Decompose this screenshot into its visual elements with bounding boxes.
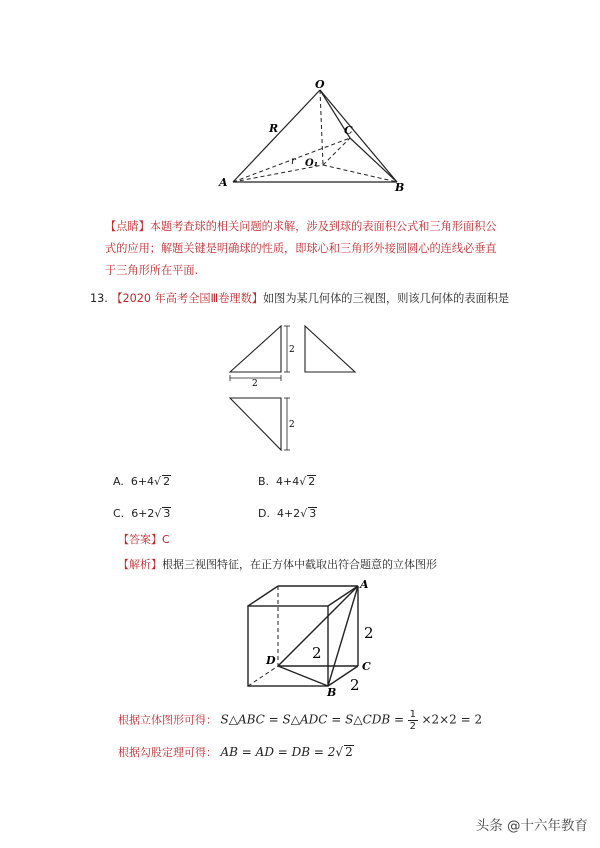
note-tag: 【点睛】 <box>105 220 150 233</box>
three-view-figure <box>225 320 375 460</box>
formula1-lhs: S△ABC = S△ADC = S△CDB = <box>220 712 405 727</box>
label-R: R <box>269 122 279 135</box>
cube-edge-label-2: 2 <box>312 644 322 662</box>
cube-label-C: C <box>362 660 371 673</box>
note-paragraph <box>105 216 500 282</box>
option-c[interactable]: C. 6+2√ 3 <box>113 507 171 520</box>
cube-edge-label-3: 2 <box>350 676 360 694</box>
answer-tag: 【答案】 <box>118 533 162 546</box>
label-O: O <box>315 78 325 91</box>
fraction-half: $\frac{1}{2}$ <box>409 709 416 732</box>
sphere-tetrahedron-figure <box>219 78 415 195</box>
dim-top-depth: 2 <box>289 420 295 430</box>
answer-value: C <box>162 533 170 546</box>
cube-label-D: D <box>266 654 276 667</box>
question-source-tag: 【2020 年高考全国Ⅲ卷理数】 <box>111 292 263 305</box>
dim-front-height: 2 <box>289 345 295 355</box>
question-13 <box>90 290 509 306</box>
cube-label-A: A <box>360 578 369 591</box>
label-O1: O₁ <box>305 158 319 169</box>
question-number: 13. <box>90 292 108 305</box>
option-b[interactable]: B. 4+4√ 2 <box>258 475 316 488</box>
option-a[interactable]: A. 6+4√ 2 <box>113 475 171 488</box>
formula1-label: 根据立体图形可得： <box>118 713 217 727</box>
formula-area <box>118 709 482 732</box>
formula2-rad: 2 <box>345 745 353 759</box>
analysis-tag: 【解析】 <box>118 558 162 571</box>
formula1-rhs: ×2×2 = 2 <box>421 712 483 727</box>
cube-label-B: B <box>327 686 337 699</box>
note-text: 本题考查球的相关问题的求解，涉及到球的表面积公式和三角形面积公式的应用；解题关键是明确球的性质，即球心和三角形外接圆圆心的连线必垂直于三角形所在平面. <box>105 220 497 277</box>
cube-edge-label-1: 2 <box>364 624 374 642</box>
label-A: A <box>219 176 228 189</box>
analysis-text: 根据三视图特征，在正方体中截取出符合题意的立体图形 <box>162 558 437 571</box>
label-C: C <box>344 124 353 137</box>
formula2-lhs: AB = AD = DB = 2 <box>220 745 336 759</box>
label-r: r <box>291 156 296 167</box>
option-d[interactable]: D. 4+2√ 3 <box>258 507 317 520</box>
watermark: 头条 @十六年教育 <box>475 818 588 834</box>
question-text: 如图为某几何体的三视图，则该几何体的表面积是 <box>262 292 510 305</box>
analysis-line <box>118 556 437 572</box>
label-B: B <box>395 181 405 194</box>
dim-front-width: 2 <box>252 379 258 389</box>
formula-pythagoras: 根据勾股定理可得： AB = AD = DB = 2√ 2 <box>118 745 353 759</box>
formula2-label: 根据勾股定理可得： <box>118 746 217 759</box>
cube-figure <box>240 578 390 698</box>
answer-line <box>118 531 170 547</box>
